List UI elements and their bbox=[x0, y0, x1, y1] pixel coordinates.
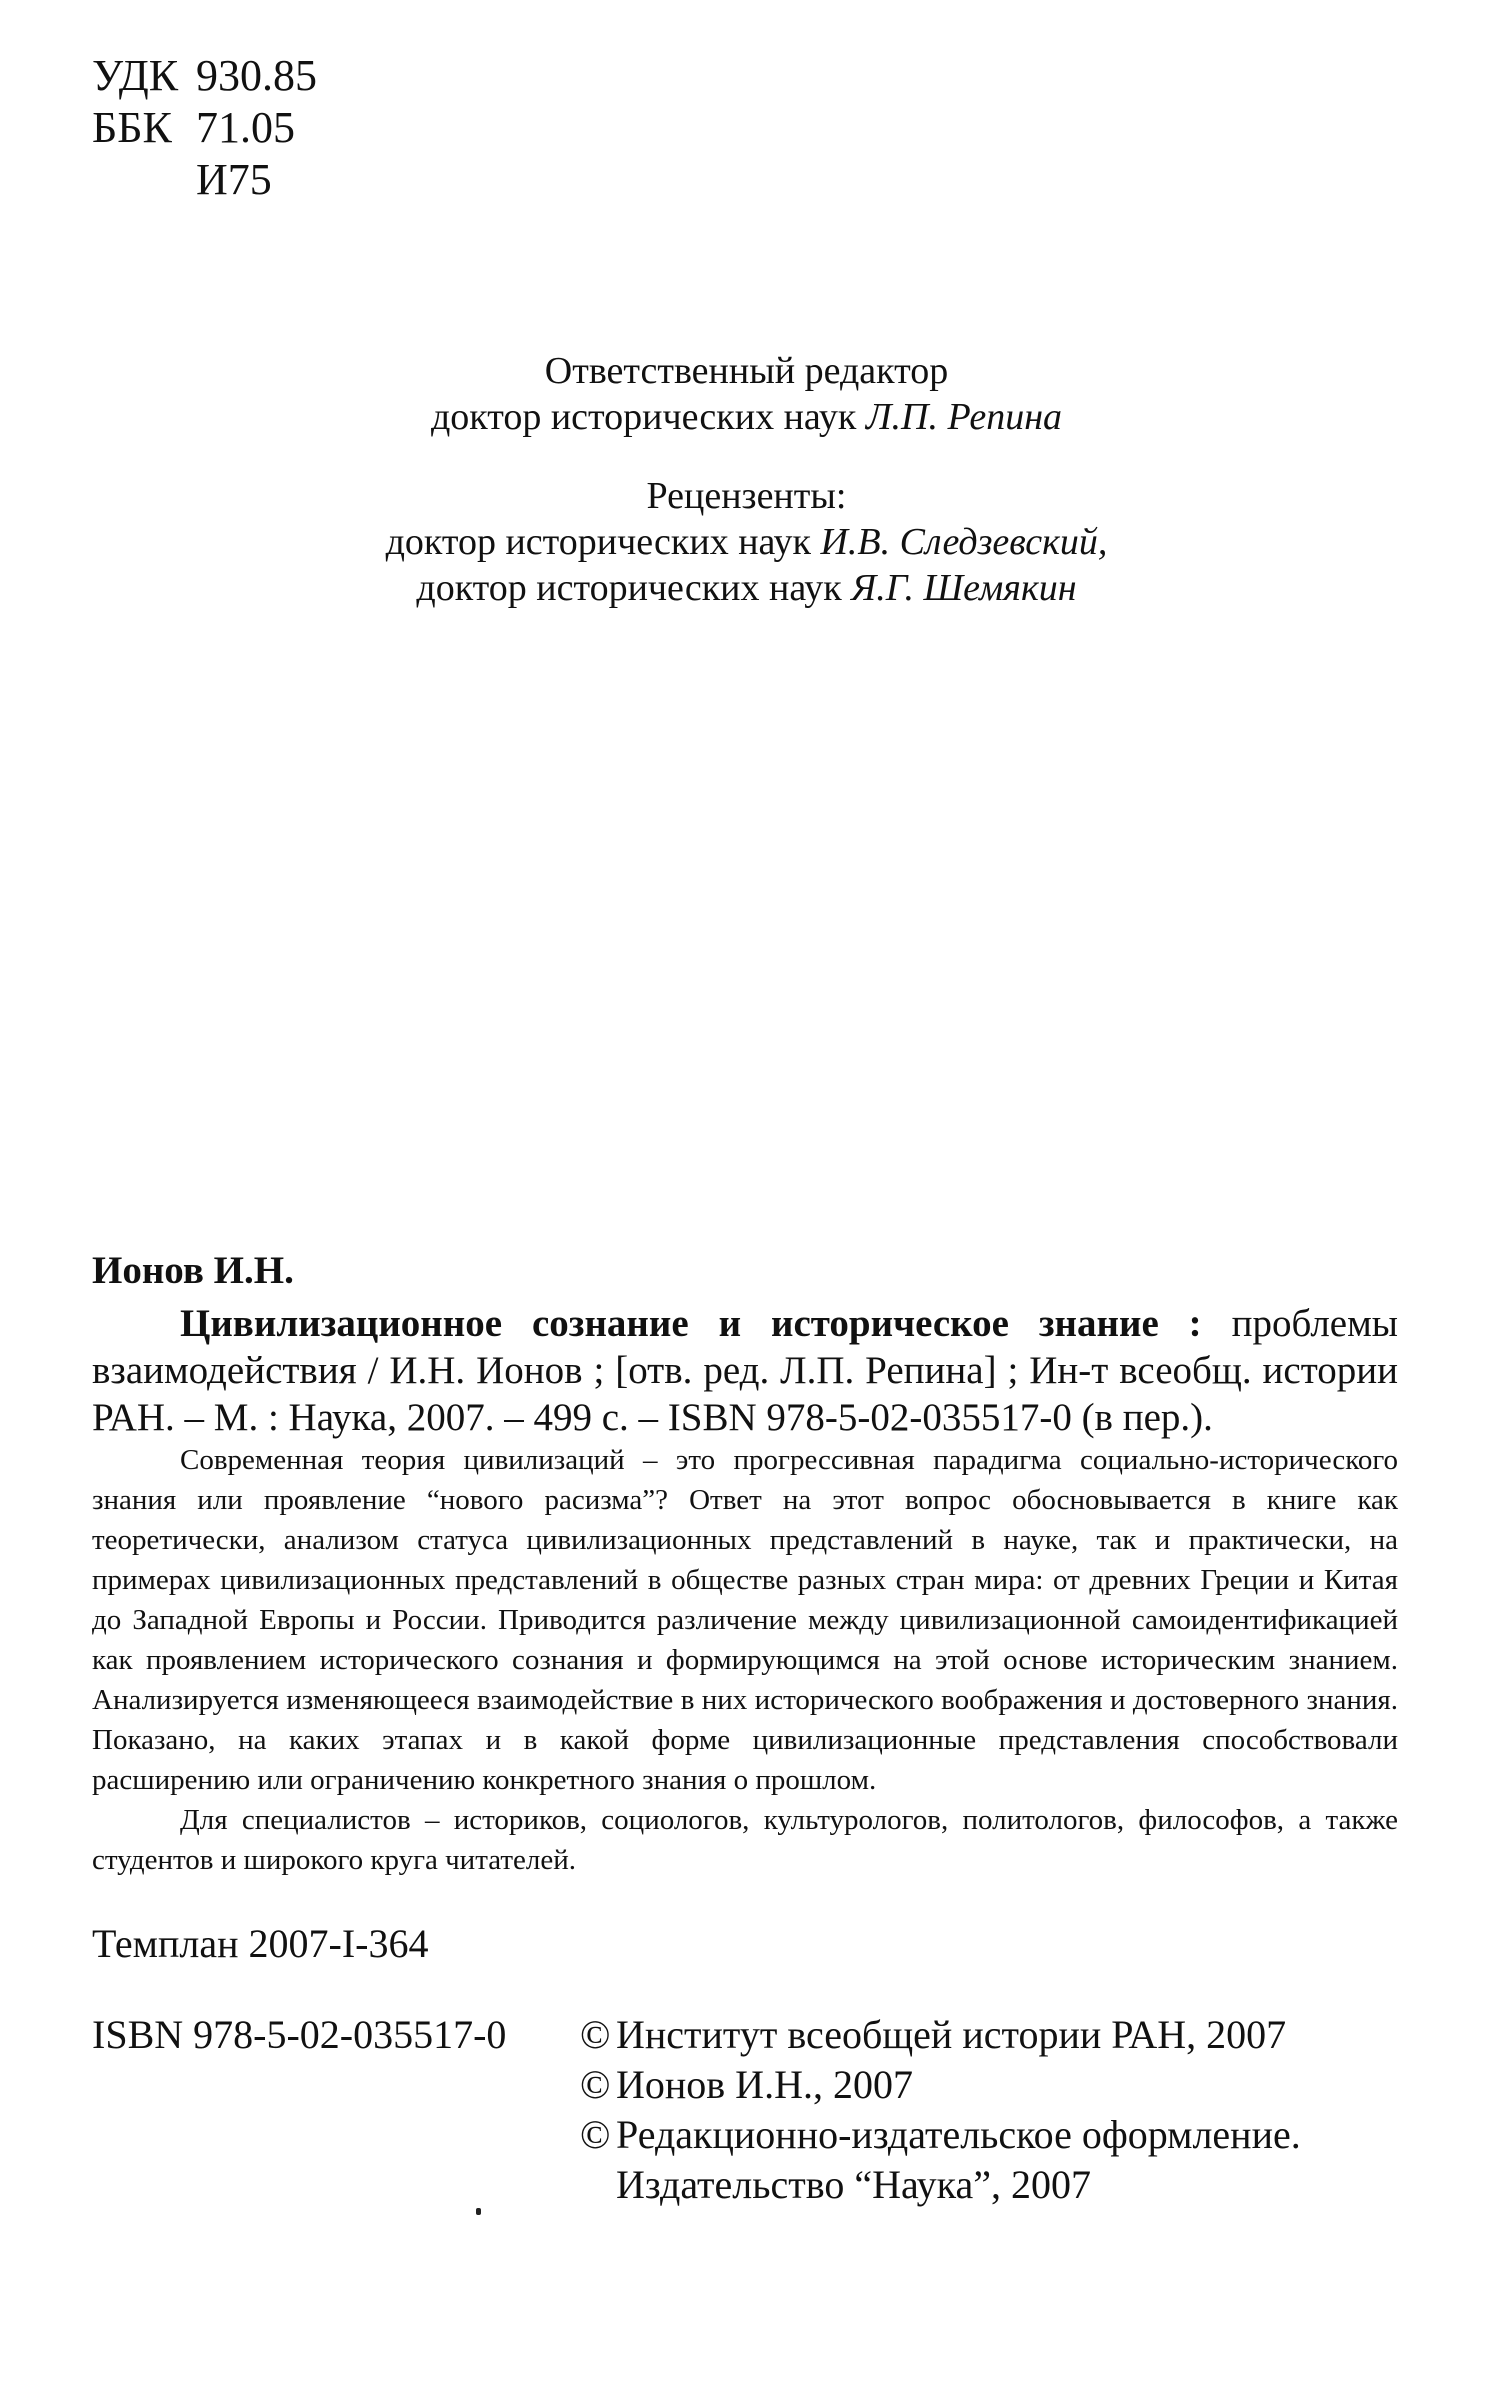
record-details: проблемы взаимодействия / И.Н. Ионов ; [отв. ред. Л.П. Репина] ; Ин-т всеобщ. истории РАН. – М. : Наука, 2007. – 499 с. – ISBN 978-5-02-035517-0 (в пер.). bbox=[92, 1302, 1398, 1439]
reviewer-line bbox=[0, 565, 1493, 611]
copyright-text: Институт всеобщей истории РАН, 2007 bbox=[616, 2012, 1287, 2057]
reviewers-block bbox=[0, 473, 1493, 611]
udk-value: 930.85 bbox=[196, 51, 317, 100]
reviewers-heading: Рецензенты: bbox=[646, 475, 847, 517]
bibliographic-record bbox=[92, 1247, 1398, 1441]
classification-codes bbox=[92, 50, 317, 206]
copyright-symbol: © bbox=[580, 2062, 611, 2107]
annotation-paragraph: Современная теория цивилизаций – это прогрессивная парадигма социально-исторического знания или проявление “нового расизма”? Ответ на этот вопрос обосновывается в книге как теоретически, анализом статуса цивилизационных представлений в науке, так и практически, на примерах цивилизационных представлений в обществе разных стран мира: от древних Греции и Китая до Западной Европы и России. Приводится различение между цивилизационной самоидентификацией как проявлением исторического сознания и формирующимся на этой основе историческим знанием. Анализируется изменяющееся взаимодействие в них исторического воображения и достоверного знания. Показано, на каких этапах и в какой форме цивилизационные представления способствовали расширению или ограничению конкретного знания о прошлом. bbox=[92, 1444, 1398, 1796]
templan: Темплан 2007-I-364 bbox=[92, 1921, 429, 1966]
bbk-row bbox=[92, 102, 317, 154]
record-author: Ионов И.Н. bbox=[92, 1249, 294, 1292]
print-speck bbox=[476, 2208, 481, 2215]
copyright-text: Редакционно-издательское оформление. bbox=[616, 2112, 1301, 2157]
bbk-value: 71.05 bbox=[196, 103, 295, 152]
isbn: ISBN 978-5-02-035517-0 bbox=[92, 2012, 507, 2057]
author-mark: И75 bbox=[196, 155, 272, 204]
bbk-label: ББК bbox=[92, 103, 172, 152]
copyright-continuation: Издательство “Наука”, 2007 bbox=[616, 2162, 1092, 2207]
annotation bbox=[92, 1440, 1398, 1880]
copyright-line bbox=[580, 2110, 1301, 2160]
copyright-symbol: © bbox=[580, 2112, 611, 2157]
editor-line bbox=[0, 394, 1493, 440]
copyright-line bbox=[580, 2010, 1301, 2060]
copyright-text: Ионов И.Н., 2007 bbox=[616, 2062, 913, 2107]
copyright-block bbox=[580, 2010, 1301, 2210]
udk-label: УДК bbox=[92, 51, 179, 100]
copyright-symbol: © bbox=[580, 2012, 611, 2057]
reviewer-line bbox=[0, 519, 1493, 565]
copyright-line bbox=[580, 2060, 1301, 2110]
annotation-paragraph: Для специалистов – историков, социологов, культурологов, политологов, философов, а также студентов и широкого круга читателей. bbox=[92, 1804, 1398, 1876]
reviewer-name: Я.Г. Шемякин bbox=[851, 567, 1077, 609]
reviewer-degree: доктор исторических наук bbox=[416, 567, 842, 609]
editor-heading: Ответственный редактор bbox=[544, 350, 949, 392]
reviewer-degree: доктор исторических наук bbox=[385, 521, 811, 563]
editor-block bbox=[0, 348, 1493, 440]
editor-degree: доктор исторических наук bbox=[430, 396, 857, 438]
editor-name: Л.П. Репина bbox=[865, 396, 1063, 438]
reviewer-name: И.В. Следзевский, bbox=[820, 521, 1108, 563]
udk-row bbox=[92, 50, 317, 102]
record-title: Цивилизационное сознание и историческое знание : bbox=[180, 1302, 1202, 1345]
record-entry bbox=[92, 1300, 1398, 1441]
